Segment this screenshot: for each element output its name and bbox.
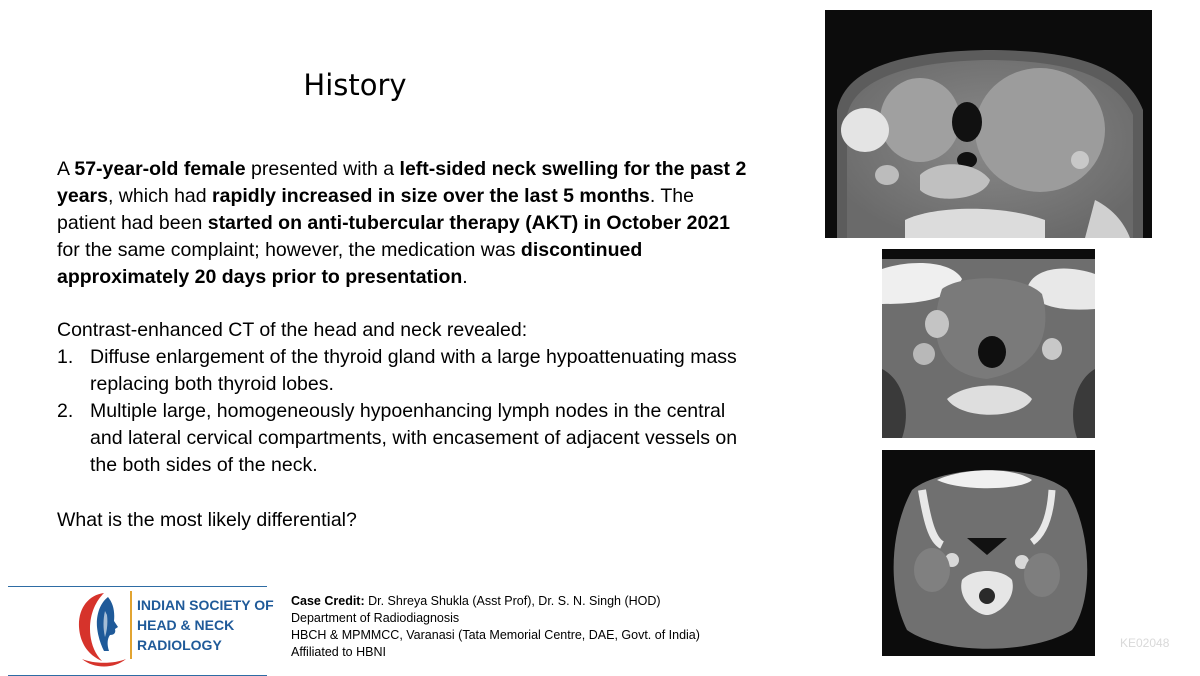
credit-line-names xyxy=(291,593,700,610)
credit-label: Case Credit: xyxy=(291,594,365,608)
logo-text xyxy=(137,595,274,655)
ishnr-logo xyxy=(8,586,274,676)
history-text-4: . The patient had been xyxy=(57,185,694,234)
ct-image-mandible-level xyxy=(882,450,1095,656)
history-text-6: . xyxy=(462,266,468,288)
logo-line-2: HEAD & NECK xyxy=(137,617,235,633)
history-age-sex: 57-year-old female xyxy=(74,158,246,180)
history-text-1: A xyxy=(57,158,75,180)
case-credit xyxy=(291,593,700,661)
case-id-watermark: KE02048 xyxy=(1120,636,1170,650)
logo-line-3: RADIOLOGY xyxy=(137,637,222,653)
logo-separator xyxy=(130,591,132,659)
credit-department: Department of Radiodiagnosis xyxy=(291,611,460,625)
finding-number: 1. xyxy=(57,346,74,368)
logo-line-1: INDIAN SOCIETY OF xyxy=(137,597,274,613)
credit-affiliation: Affiliated to HBNI xyxy=(291,645,386,659)
finding-item xyxy=(57,398,757,479)
findings-list xyxy=(57,344,757,479)
history-growth: rapidly increased in size over the last 5 months xyxy=(212,185,650,207)
history-swelling: left-sided neck swelling for the past 2 years xyxy=(57,158,747,207)
history-discontinued: discontinued approximately 20 days prior to presentation xyxy=(57,239,643,288)
history-text-5: for the same complaint; however, the medication was xyxy=(57,239,521,261)
ct-image-thyroid-level xyxy=(825,10,1152,238)
ct-image-clavicle-level xyxy=(882,249,1095,438)
finding-number: 2. xyxy=(57,400,74,422)
ct-intro: Contrast-enhanced CT of the head and neck revealed: xyxy=(57,319,528,341)
history-text-2: presented with a xyxy=(245,158,400,180)
question: What is the most likely differential? xyxy=(57,509,357,531)
finding-text: Diffuse enlargement of the thyroid gland with a large hypoattenuating mass replacing both thyroid lobes. xyxy=(90,346,737,395)
credit-names: Dr. Shreya Shukla (Asst Prof), Dr. S. N. Singh (HOD) xyxy=(364,594,661,608)
finding-item xyxy=(57,344,757,398)
slide-title: History xyxy=(303,68,407,102)
head-profile-emblem-icon xyxy=(74,589,128,669)
history-paragraph xyxy=(57,156,757,291)
finding-text: Multiple large, homogeneously hypoenhancing lymph nodes in the central and lateral cervical compartments, with encasement of adjacent vessels on the both sides of the neck. xyxy=(90,400,738,476)
credit-institution: HBCH & MPMMCC, Varanasi (Tata Memorial Centre, DAE, Govt. of India) xyxy=(291,628,700,642)
history-text-3: , which had xyxy=(107,185,213,207)
history-akt: started on anti-tubercular therapy (AKT) in October 2021 xyxy=(207,212,730,234)
